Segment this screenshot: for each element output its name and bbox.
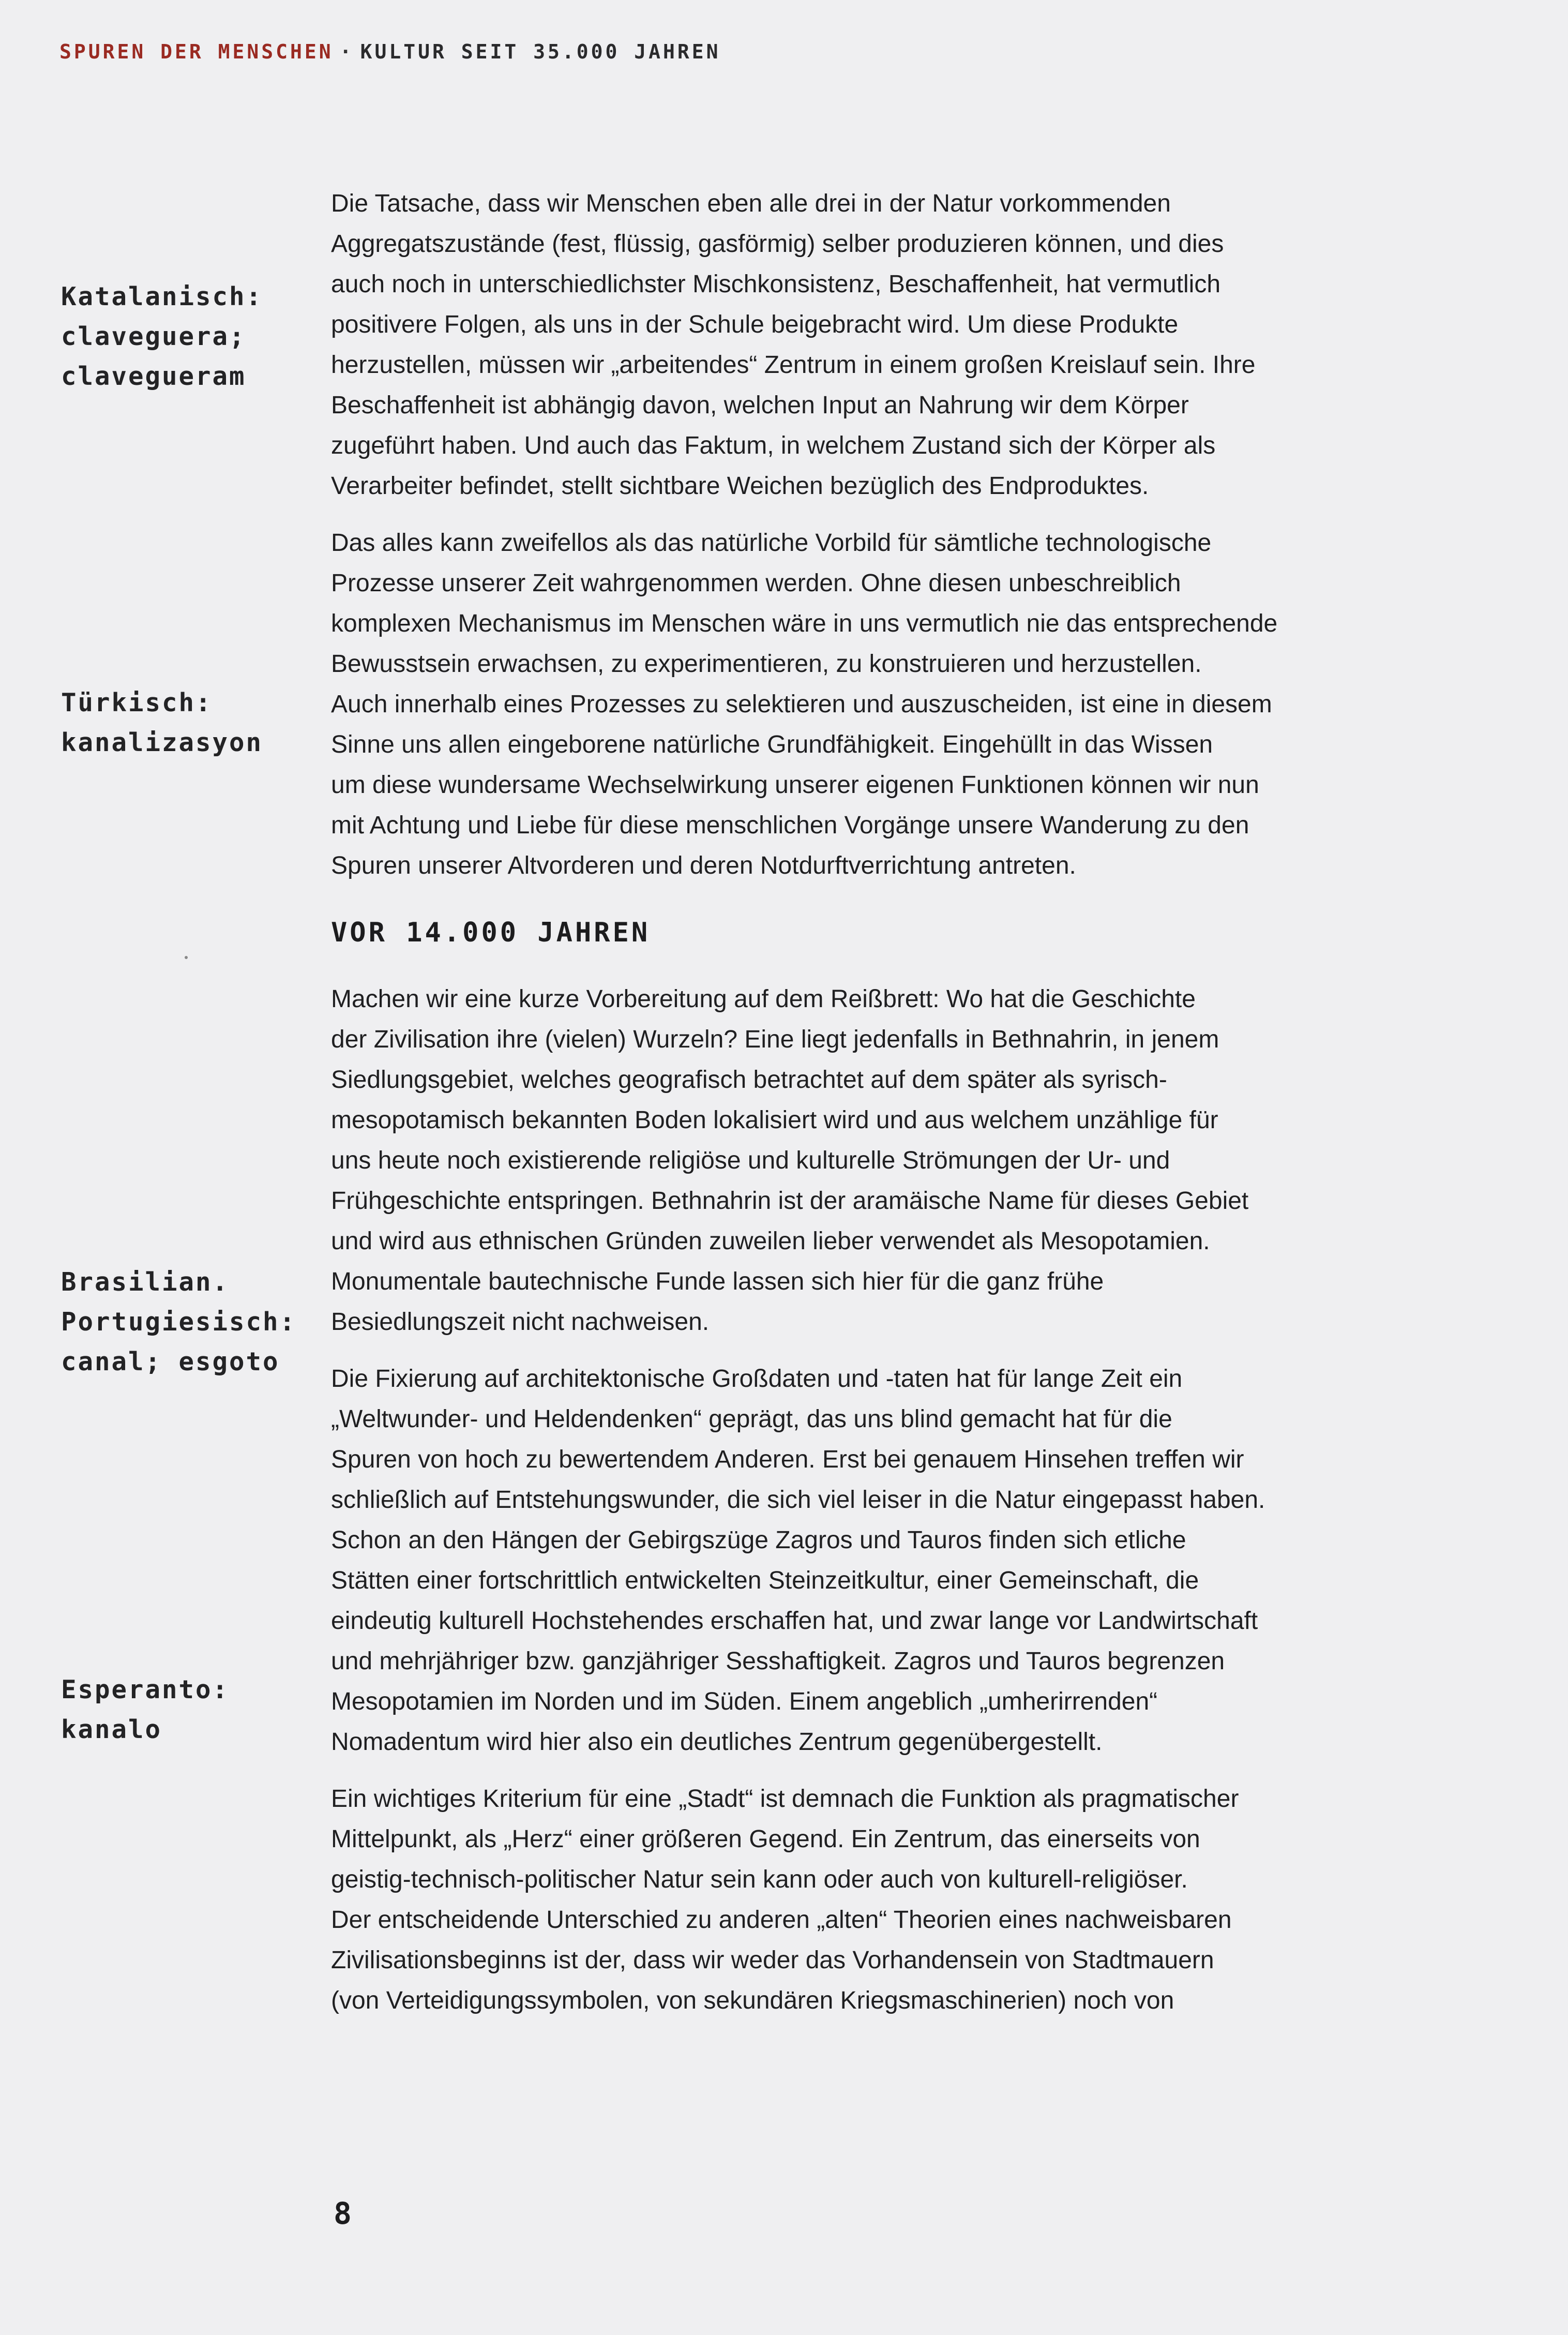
paragraph xyxy=(331,523,1365,886)
text-line: Der entscheidende Unterschied zu anderen „alten“ Theorien eines nachweisbaren xyxy=(331,1906,1232,1934)
text-line: Aggregatszustände (fest, flüssig, gasförmig) selber produzieren können, und dies xyxy=(331,230,1224,258)
running-head-section: SPUREN DER MENSCHEN xyxy=(59,40,334,63)
text-line: Beschaffenheit ist abhängig davon, welchen Input an Nahrung wir dem Körper xyxy=(331,392,1189,419)
text-line: Stätten einer fortschrittlich entwickelten Steinzeitkultur, einer Gemeinschaft, die xyxy=(331,1567,1199,1594)
page-number: 8 xyxy=(334,2196,352,2231)
sidebar-note-turkish xyxy=(61,683,263,762)
text-line: schließlich auf Entstehungswunder, die sich viel leiser in die Natur eingepasst haben. xyxy=(331,1486,1265,1514)
text-line: Schon an den Hängen der Gebirgszüge Zagros und Tauros finden sich etliche xyxy=(331,1526,1186,1554)
text-line: Spuren unserer Altvorderen und deren Notdurftverrichtung antreten. xyxy=(331,852,1076,879)
text-line: Sinne uns allen eingeborene natürliche Grundfähigkeit. Eingehüllt in das Wissen xyxy=(331,731,1213,758)
paragraph xyxy=(331,979,1365,1342)
text-line: „Weltwunder- und Heldendenken“ geprägt, das uns blind gemacht hat für die xyxy=(331,1405,1172,1433)
text-line: herzustellen, müssen wir „arbeitendes“ Zentrum in einem großen Kreislauf sein. Ihre xyxy=(331,351,1256,379)
text-line: Frühgeschichte entspringen. Bethnahrin ist der aramäische Name für dieses Gebiet xyxy=(331,1187,1249,1215)
sidebar-note-line: claveguera; xyxy=(61,322,246,351)
text-line: uns heute noch existierende religiöse und kulturelle Strömungen der Ur- und xyxy=(331,1147,1170,1174)
text-line: Die Tatsache, dass wir Menschen eben alle drei in der Natur vorkommenden xyxy=(331,190,1171,217)
text-line: Siedlungsgebiet, welches geografisch betrachtet auf dem später als syrisch- xyxy=(331,1066,1167,1094)
text-line: der Zivilisation ihre (vielen) Wurzeln? Eine liegt jedenfalls in Bethnahrin, in jenem xyxy=(331,1026,1219,1053)
paragraph xyxy=(331,1359,1365,1762)
text-line: Verarbeiter befindet, stellt sichtbare Weichen bezüglich des Endproduktes. xyxy=(331,472,1149,500)
text-line: Spuren von hoch zu bewertendem Anderen. Erst bei genauem Hinsehen treffen wir xyxy=(331,1446,1244,1473)
sidebar-note-line: clavegueram xyxy=(61,362,246,391)
text-line: Machen wir eine kurze Vorbereitung auf dem Reißbrett: Wo hat die Geschichte xyxy=(331,985,1196,1013)
sidebar-note-line: Esperanto: xyxy=(61,1675,230,1704)
text-line: Bewusstsein erwachsen, zu experimentieren, zu konstruieren und herzustellen. xyxy=(331,650,1202,678)
text-line: und mehrjähriger bzw. ganzjähriger Sesshaftigkeit. Zagros und Tauros begrenzen xyxy=(331,1648,1225,1675)
text-line: auch noch in unterschiedlichster Mischkonsistenz, Beschaffenheit, hat vermutlich xyxy=(331,271,1221,298)
sidebar-note-line: Türkisch: xyxy=(61,688,213,717)
text-line: eindeutig kulturell Hochstehendes erschaffen hat, und zwar lange vor Landwirtschaft xyxy=(331,1607,1258,1635)
text-line: komplexen Mechanismus im Menschen wäre in uns vermutlich nie das entsprechende xyxy=(331,610,1278,637)
text-line: zugeführt haben. Und auch das Faktum, in welchem Zustand sich der Körper als xyxy=(331,432,1216,459)
text-line: Prozesse unserer Zeit wahrgenommen werden. Ohne diesen unbeschreiblich xyxy=(331,570,1181,597)
paragraph xyxy=(331,184,1365,506)
text-line: (von Verteidigungssymbolen, von sekundären Kriegsmaschinerien) noch von xyxy=(331,1987,1174,2014)
text-line: mit Achtung und Liebe für diese menschlichen Vorgänge unsere Wanderung zu den xyxy=(331,812,1249,839)
text-line: Monumentale bautechnische Funde lassen sich hier für die ganz frühe xyxy=(331,1268,1104,1295)
running-head-separator: · xyxy=(339,40,354,63)
body-text xyxy=(331,184,1365,2038)
running-head-title: KULTUR SEIT 35.000 JAHREN xyxy=(360,40,721,63)
text-line: geistig-technisch-politischer Natur sein kann oder auch von kulturell-religiöser. xyxy=(331,1866,1188,1893)
sidebar-note-line: canal; esgoto xyxy=(61,1347,280,1376)
text-line: Nomadentum wird hier also ein deutliches Zentrum gegenübergestellt. xyxy=(331,1728,1103,1756)
text-line: um diese wundersame Wechselwirkung unserer eigenen Funktionen können wir nun xyxy=(331,771,1259,799)
sidebar-note-line: kanalo xyxy=(61,1715,162,1744)
text-line: Das alles kann zweifellos als das natürliche Vorbild für sämtliche technologische xyxy=(331,529,1212,557)
running-head xyxy=(59,40,721,63)
sidebar-note-line: Portugiesisch: xyxy=(61,1307,297,1337)
sidebar-note-catalan xyxy=(61,277,263,396)
sidebar-note-line: Katalanisch: xyxy=(61,282,263,311)
text-line: Mesopotamien im Norden und im Süden. Einem angeblich „umherirrenden“ xyxy=(331,1688,1158,1715)
paragraph xyxy=(331,1779,1365,2021)
text-line: Ein wichtiges Kriterium für eine „Stadt“ ist demnach die Funktion als pragmatischer xyxy=(331,1785,1239,1813)
sidebar-note-line: Brasilian. xyxy=(61,1267,230,1297)
text-line: mesopotamisch bekannten Boden lokalisiert wird und aus welchem unzählige für xyxy=(331,1106,1218,1134)
text-line: und wird aus ethnischen Gründen zuweilen lieber verwendet als Mesopotamien. xyxy=(331,1228,1210,1255)
text-line: positivere Folgen, als uns in der Schule beigebracht wird. Um diese Produkte xyxy=(331,311,1179,338)
section-heading: VOR 14.000 JAHREN xyxy=(331,917,651,948)
text-line: Die Fixierung auf architektonische Großdaten und -taten hat für lange Zeit ein xyxy=(331,1365,1183,1393)
margin-dot xyxy=(185,956,188,959)
sidebar-note-line: kanalizasyon xyxy=(61,728,263,757)
text-line: Zivilisationsbeginns ist der, dass wir weder das Vorhandensein von Stadtmauern xyxy=(331,1947,1214,1974)
text-line: Auch innerhalb eines Prozesses zu selektieren und auszuscheiden, ist eine in diesem xyxy=(331,691,1272,718)
text-line: Mittelpunkt, als „Herz“ einer größeren Gegend. Ein Zentrum, das einerseits von xyxy=(331,1825,1200,1853)
text-line: Besiedlungszeit nicht nachweisen. xyxy=(331,1308,710,1336)
sidebar-note-esperanto xyxy=(61,1670,229,1749)
sidebar-note-portuguese xyxy=(61,1262,296,1382)
